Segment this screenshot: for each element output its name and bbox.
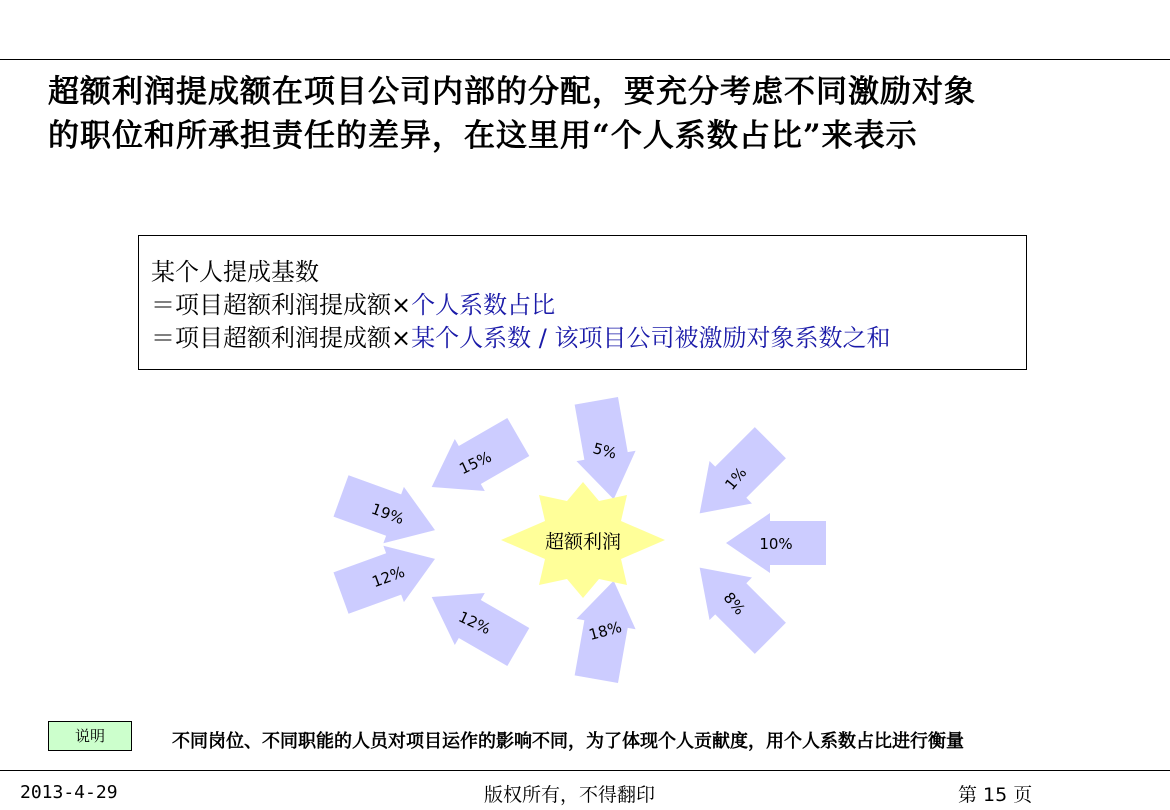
note-text: 不同岗位、不同职能的人员对项目运作的影响不同，为了体现个人贡献度，用个人系数占比进行衡量 bbox=[172, 731, 964, 752]
footer-date: 2013-4-29 bbox=[20, 782, 118, 803]
formula-line-3-prefix: ＝项目超额利润提成额× bbox=[151, 324, 412, 352]
page-suffix: 页 bbox=[1013, 784, 1033, 806]
arrow-label: 1% bbox=[721, 463, 751, 494]
title-line-1: 超额利润提成额在项目公司内部的分配，要充分考虑不同激励对象 bbox=[48, 74, 976, 110]
arrow-label: 10% bbox=[759, 535, 793, 553]
arrow-label: 12% bbox=[455, 607, 494, 639]
center-label: 超额利润 bbox=[544, 531, 622, 553]
formula-line-2-prefix: ＝项目超额利润提成额× bbox=[151, 291, 412, 319]
footer-copyright: 版权所有，不得翻印 bbox=[484, 784, 656, 806]
formula-line-3-highlight: 某个人系数 / 该项目公司被激励对象系数之和 bbox=[411, 324, 891, 352]
footer-page bbox=[958, 780, 1032, 807]
arrow-label: 8% bbox=[719, 588, 749, 619]
formula-line-1: 某个人提成基数 bbox=[151, 258, 319, 286]
arrow-label: 15% bbox=[456, 447, 495, 479]
bottom-rule bbox=[0, 770, 1170, 771]
title-line-2: 的职位和所承担责任的差异，在这里用“个人系数占比”来表示 bbox=[48, 118, 918, 154]
arrow-label: 5% bbox=[590, 439, 619, 463]
formula-line-2-highlight: 个人系数占比 bbox=[411, 291, 556, 319]
arrow-label: 12% bbox=[369, 562, 408, 592]
arrow-label: 19% bbox=[368, 499, 407, 529]
note-label: 说明 bbox=[48, 721, 132, 751]
page-number: 15 bbox=[983, 784, 1008, 806]
arrow-label: 18% bbox=[586, 617, 624, 644]
page-prefix: 第 bbox=[958, 784, 978, 806]
